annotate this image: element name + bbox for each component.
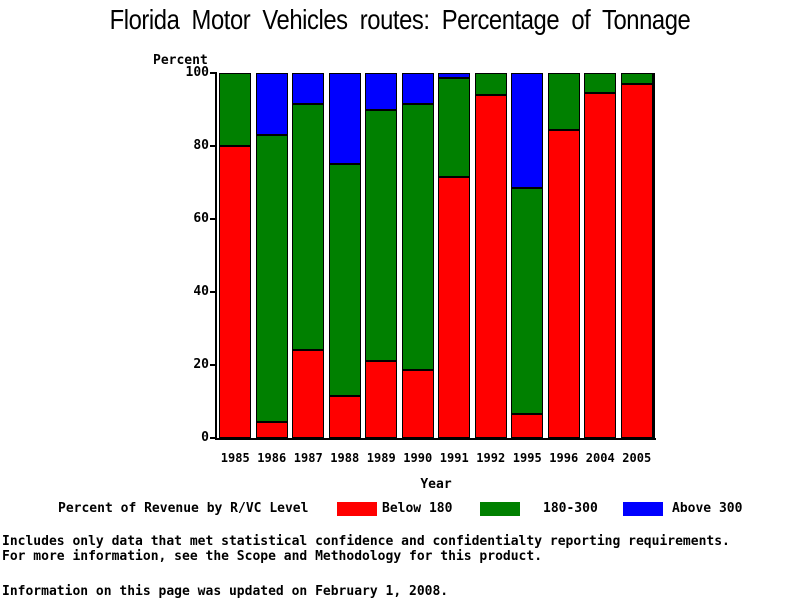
footnote-line-1: Includes only data that met statistical confidence and confidentialty reporting requirements. — [2, 534, 730, 549]
bar-2004-below-180 — [584, 93, 616, 438]
x-tick-label-1995: 1995 — [512, 451, 542, 465]
bar-1985-below-180 — [219, 146, 251, 438]
y-tick-label-60: 60 — [193, 211, 209, 226]
bar-1990-above-300 — [402, 73, 434, 104]
plot-right-frame-line — [653, 73, 655, 438]
legend-label-below-180: Below 180 — [382, 501, 453, 516]
x-tick-label-1992: 1992 — [476, 451, 506, 465]
updated-note: Information on this page was updated on February 1, 2008. — [2, 584, 449, 599]
legend-swatch-below-180 — [337, 502, 377, 516]
bar-1988-below-180 — [329, 396, 361, 438]
bar-2004 — [584, 73, 616, 438]
legend-label-180-300: 180-300 — [543, 501, 598, 516]
x-tick-label-1988: 1988 — [330, 451, 360, 465]
bar-1995-above-300 — [511, 73, 543, 188]
bar-1988-180-300 — [329, 164, 361, 396]
y-tick-label-80: 80 — [193, 138, 209, 153]
x-tick-label-1989: 1989 — [366, 451, 396, 465]
y-tick-mark-100 — [210, 72, 217, 74]
legend-swatch-180-300 — [480, 502, 520, 516]
x-tick-label-1987: 1987 — [293, 451, 323, 465]
y-tick-label-100: 100 — [185, 65, 209, 80]
x-axis-line — [215, 438, 656, 440]
x-axis-title: Year — [420, 477, 452, 492]
x-tick-label-2005: 2005 — [622, 451, 652, 465]
bar-1986-180-300 — [256, 135, 288, 422]
legend-swatch-above-300 — [623, 502, 663, 516]
x-tick-label-1990: 1990 — [403, 451, 433, 465]
legend-label-above-300: Above 300 — [672, 501, 743, 516]
bar-1989-180-300 — [365, 110, 397, 362]
bar-2005 — [621, 73, 653, 438]
x-tick-label-1986: 1986 — [257, 451, 287, 465]
legend-title: Percent of Revenue by R/VC Level — [58, 501, 309, 516]
bar-2005-180-300 — [621, 73, 653, 84]
bar-1987 — [292, 73, 324, 438]
y-tick-mark-60 — [210, 218, 217, 220]
bar-2005-below-180 — [621, 84, 653, 438]
y-tick-mark-40 — [210, 291, 217, 293]
y-tick-label-20: 20 — [193, 357, 209, 372]
y-tick-mark-80 — [210, 145, 217, 147]
bar-1991-below-180 — [438, 177, 470, 438]
bar-1990-below-180 — [402, 370, 434, 438]
bar-1988-above-300 — [329, 73, 361, 164]
x-tick-label-2004: 2004 — [585, 451, 615, 465]
bar-1992-below-180 — [475, 95, 507, 438]
bar-2004-180-300 — [584, 73, 616, 93]
bar-1987-below-180 — [292, 350, 324, 438]
bar-1988 — [329, 73, 361, 438]
bar-1992-180-300 — [475, 73, 507, 95]
footnote-line-2: For more information, see the Scope and Methodology for this product. — [2, 549, 543, 564]
bar-1989-above-300 — [365, 73, 397, 110]
bar-1992 — [475, 73, 507, 438]
y-tick-mark-20 — [210, 364, 217, 366]
bar-1989 — [365, 73, 397, 438]
bar-1987-above-300 — [292, 73, 324, 104]
bar-1995 — [511, 73, 543, 438]
x-tick-label-1996: 1996 — [549, 451, 579, 465]
bar-1996-below-180 — [548, 130, 580, 438]
x-tick-label-1985: 1985 — [220, 451, 250, 465]
bar-1985 — [219, 73, 251, 438]
bar-1991-180-300 — [438, 78, 470, 177]
bar-1986-below-180 — [256, 422, 288, 438]
y-tick-mark-0 — [210, 437, 217, 439]
y-axis-title: Percent — [153, 53, 208, 68]
bar-1995-180-300 — [511, 188, 543, 414]
bar-1996 — [548, 73, 580, 438]
bar-1990-180-300 — [402, 104, 434, 370]
bar-1995-below-180 — [511, 414, 543, 438]
bar-1986 — [256, 73, 288, 438]
bar-1989-below-180 — [365, 361, 397, 438]
bar-1991 — [438, 73, 470, 438]
y-tick-label-0: 0 — [201, 430, 209, 445]
x-tick-label-1991: 1991 — [439, 451, 469, 465]
bar-1987-180-300 — [292, 104, 324, 350]
bar-1985-180-300 — [219, 73, 251, 146]
chart-title: Florida Motor Vehicles routes: Percentage of Tonnage — [109, 4, 691, 35]
y-tick-label-40: 40 — [193, 284, 209, 299]
y-axis-line — [215, 73, 217, 440]
bar-1986-above-300 — [256, 73, 288, 135]
bar-1996-180-300 — [548, 73, 580, 130]
bar-1990 — [402, 73, 434, 438]
